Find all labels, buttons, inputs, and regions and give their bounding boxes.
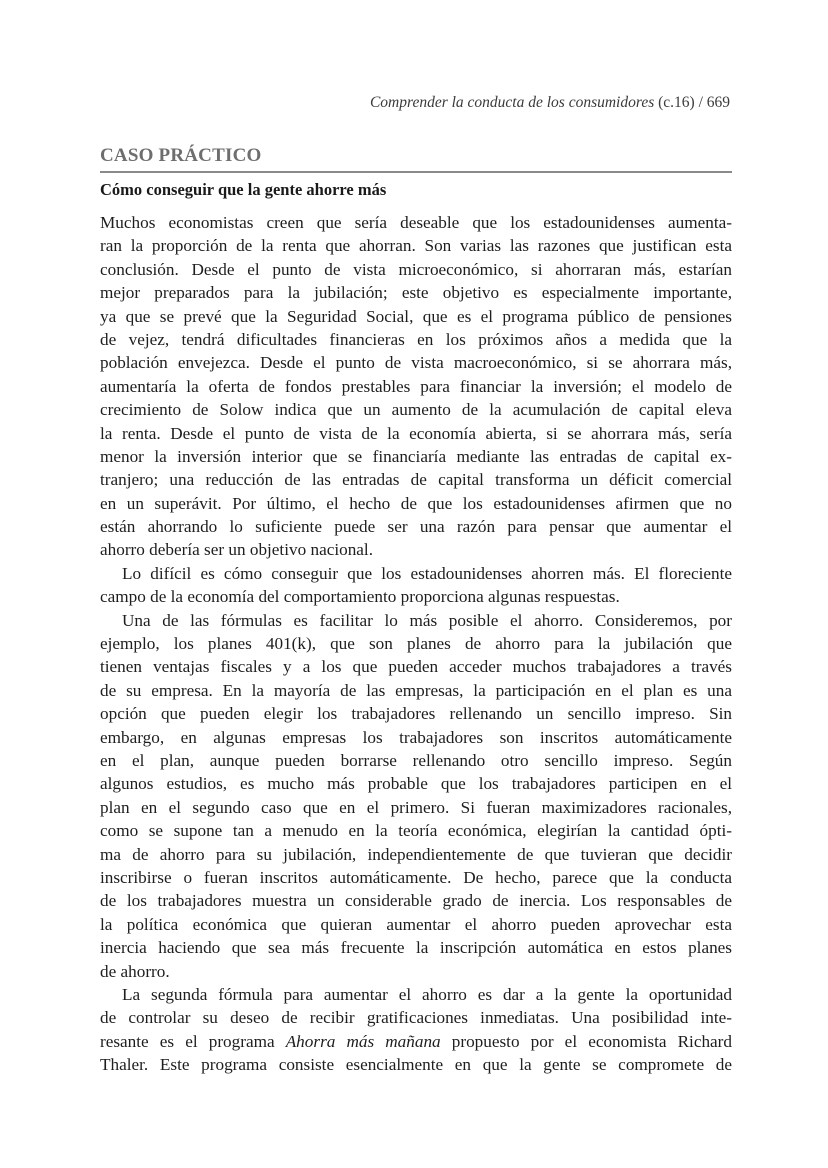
- text-line: campo de la economía del comportamiento proporciona algunas respuestas.: [100, 587, 620, 607]
- text-line: inscribirse o fueran inscritos automáticamente. De hecho, parece que la conducta: [100, 867, 732, 887]
- text-line: menor la inversión interior que se financiaría mediante las entradas de capital ex-: [100, 446, 732, 466]
- text-line: están ahorrando lo suficiente puede ser una razón para pensar que aumentar el: [100, 517, 732, 537]
- text-line: ya que se prevé que la Seguridad Social, que es el programa público de pensiones: [100, 306, 732, 326]
- text-line: en un superávit. Por último, el hecho de que los estadounidenses afirmen que no: [100, 493, 732, 513]
- text-line: ran la proporción de la renta que ahorran. Son varias las razones que justifican esta: [100, 236, 732, 256]
- text-line: la política económica que quieran aumentar el ahorro pueden aprovechar esta: [100, 914, 732, 934]
- text-line: mejor preparados para la jubilación; este objetivo es especialmente importante,: [100, 283, 732, 303]
- text-line: tranjero; una reducción de las entradas de capital transforma un déficit comercial: [100, 470, 732, 490]
- text-line: ma de ahorro para su jubilación, independientemente de que tuvieran que decidir: [100, 844, 732, 864]
- running-head-chapter: (c.16): [654, 94, 695, 111]
- text-line: algunos estudios, es mucho más probable que los trabajadores participen en el: [100, 774, 732, 794]
- text-line: Thaler. Este programa consiste esencialmente en que la gente se compromete de: [100, 1055, 732, 1075]
- text-line: como se supone tan a menudo en la teoría económica, elegirían la cantidad ópti-: [100, 821, 732, 841]
- running-head: [370, 94, 730, 112]
- section-label: CASO PRÁCTICO: [100, 144, 732, 173]
- text-line: la renta. Desde el punto de vista de la economía abierta, si se ahorrara más, sería: [100, 423, 732, 443]
- text-line: opción que pueden elegir los trabajadores rellenando un sencillo impreso. Sin: [100, 704, 732, 724]
- text-line: embargo, en algunas empresas los trabajadores son inscritos automáticamente: [100, 727, 732, 747]
- paragraph-3: [100, 609, 732, 983]
- text-line: aumentaría la oferta de fondos prestables para financiar la inversión; el modelo de: [100, 376, 732, 396]
- page-number: 669: [706, 94, 730, 111]
- text-line: de los trabajadores muestra un considerable grado de inercia. Los responsables de: [100, 891, 732, 911]
- text-line: La segunda fórmula para aumentar el ahorro es dar a la gente la oportunidad: [122, 984, 732, 1004]
- text-line: crecimiento de Solow indica que un aumento de la acumulación de capital eleva: [100, 400, 732, 420]
- running-head-title: Comprender la conducta de los consumidores: [369, 94, 655, 111]
- running-head-separator: /: [694, 94, 707, 111]
- text-line: Muchos economistas creen que sería deseable que los estadounidenses aumenta-: [100, 213, 732, 232]
- text-line: Lo difícil es cómo conseguir que los estadounidenses ahorren más. El floreciente: [122, 563, 732, 583]
- text-line: tienen ventajas fiscales y a los que pueden acceder muchos trabajadores a través: [100, 657, 732, 677]
- text-line: ahorro debería ser un objetivo nacional.: [100, 540, 373, 560]
- text-line: ejemplo, los planes 401(k), que son planes de ahorro para la jubilación que: [100, 634, 732, 654]
- text-line: plan en el segundo caso que en el primero. Si fueran maximizadores racionales,: [100, 797, 732, 817]
- paragraph-2: [100, 562, 732, 609]
- text-line: inercia haciendo que sea más frecuente la inscripción automática en estos planes: [100, 938, 732, 958]
- text-line: de su empresa. En la mayoría de las empresas, la participación en el plan es una: [100, 680, 732, 700]
- case-study-header: [100, 144, 732, 201]
- text-line: de ahorro.: [100, 961, 170, 981]
- text-line: población envejezca. Desde el punto de vista macroeconómico, si se ahorrara más,: [100, 353, 732, 373]
- text-segment: propuesto por el economista Richard: [440, 1031, 732, 1051]
- text-line: Una de las fórmulas es facilitar lo más posible el ahorro. Consideremos, por: [122, 610, 732, 630]
- text-line-with-italic: [100, 1030, 732, 1053]
- case-study-title: Cómo conseguir que la gente ahorre más: [100, 180, 387, 199]
- program-name-italic: Ahorra más mañana: [285, 1031, 441, 1051]
- paragraph-4: [100, 983, 732, 1077]
- text-segment: resante es el programa: [100, 1031, 286, 1051]
- body-text: [100, 211, 732, 1076]
- paragraph-1: [100, 211, 732, 562]
- text-line: de controlar su deseo de recibir gratificaciones inmediatas. Una posibilidad inte-: [100, 1008, 732, 1028]
- text-line: de vejez, tendrá dificultades financieras en los próximos años a medida que la: [100, 329, 732, 349]
- text-line: en el plan, aunque pueden borrarse rellenando otro sencillo impreso. Según: [100, 750, 732, 770]
- text-line: conclusión. Desde el punto de vista microeconómico, si ahorraran más, estarían: [100, 259, 732, 279]
